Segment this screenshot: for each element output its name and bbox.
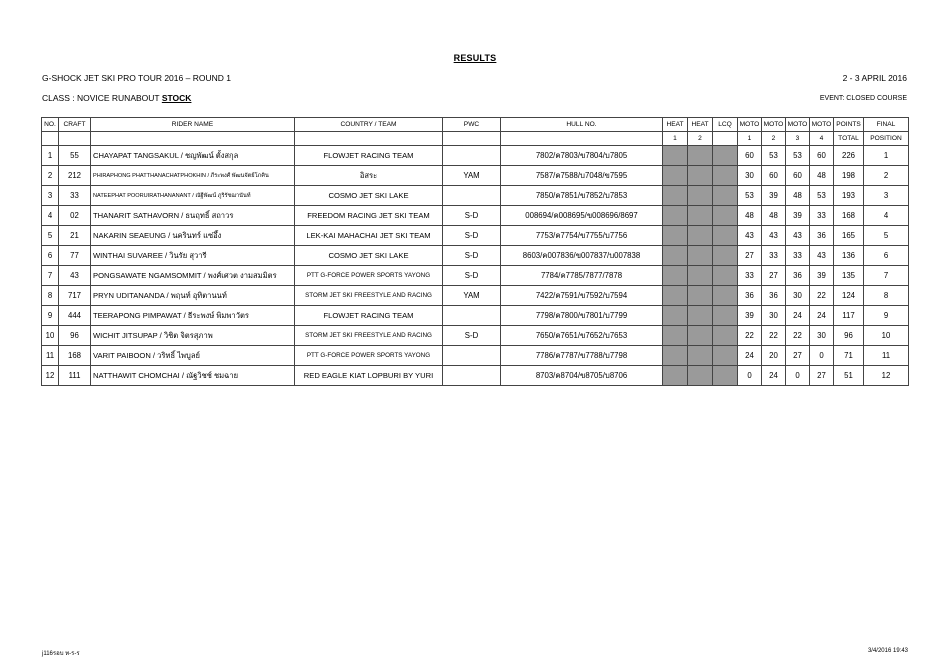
cell-moto1: 36: [738, 286, 762, 306]
cell-heat2: [688, 266, 713, 286]
cell-pwc: S-D: [443, 326, 501, 346]
cell-no: 6: [42, 246, 59, 266]
cell-heat1: [663, 226, 688, 246]
col-moto4-sub: 4: [810, 132, 834, 146]
cell-final-position: 7: [864, 266, 909, 286]
cell-rider: WICHIT JITSUPAP / วิชิต จิตรสุภาพ: [91, 326, 295, 346]
cell-hull: 7798/ค7800/ข7801/บ7799: [501, 306, 663, 326]
cell-heat1: [663, 186, 688, 206]
cell-moto3: 30: [786, 286, 810, 306]
cell-moto3: 27: [786, 346, 810, 366]
cell-hull: 7587/ค7588/บ7048/ข7595: [501, 166, 663, 186]
cell-heat2: [688, 346, 713, 366]
cell-points-total: 96: [834, 326, 864, 346]
cell-hull: 008694/ค008695/ข008696/8697: [501, 206, 663, 226]
table-row: [42, 226, 909, 246]
cell-hull: 7650/ค7651/ข7652/บ7653: [501, 326, 663, 346]
cell-moto1: 39: [738, 306, 762, 326]
cell-final-position: 12: [864, 366, 909, 386]
cell-team: LEK-KAI MAHACHAI JET SKI TEAM: [295, 226, 443, 246]
cell-heat1: [663, 146, 688, 166]
cell-lcq: [713, 246, 738, 266]
cell-no: 10: [42, 326, 59, 346]
cell-rider: PRYN UDITANANDA / พฤนท์ อุทิตานนท์: [91, 286, 295, 306]
cell-pwc: S-D: [443, 266, 501, 286]
cell-heat1: [663, 366, 688, 386]
cell-lcq: [713, 226, 738, 246]
cell-moto2: 22: [762, 326, 786, 346]
cell-heat2: [688, 206, 713, 226]
cell-points-total: 136: [834, 246, 864, 266]
cell-moto2: 60: [762, 166, 786, 186]
cell-team: STORM JET SKI FREESTYLE AND RACING: [295, 326, 443, 346]
cell-lcq: [713, 146, 738, 166]
cell-heat2: [688, 146, 713, 166]
cell-pwc: S-D: [443, 246, 501, 266]
cell-team: FREEDOM RACING JET SKI TEAM: [295, 206, 443, 226]
cell-pwc: [443, 146, 501, 166]
cell-no: 12: [42, 366, 59, 386]
cell-pwc: YAM: [443, 166, 501, 186]
cell-moto1: 43: [738, 226, 762, 246]
cell-rider: CHAYAPAT TANGSAKUL / ชญพัฒน์ ตั้งสกุล: [91, 146, 295, 166]
cell-rider: WINTHAI SUVAREE / วินรัย สุวารี: [91, 246, 295, 266]
cell-moto2: 43: [762, 226, 786, 246]
cell-heat2: [688, 246, 713, 266]
cell-moto3: 53: [786, 146, 810, 166]
cell-rider: TEERAPONG PIMPAWAT / ธีระพงษ์ พิมพาวัตร: [91, 306, 295, 326]
col-final-sub: POSITION: [864, 132, 909, 146]
col-craft-sub: [59, 132, 91, 146]
cell-moto1: 0: [738, 366, 762, 386]
cell-points-total: 51: [834, 366, 864, 386]
cell-moto4: 24: [810, 306, 834, 326]
header-row-2: [42, 132, 909, 146]
table-row: [42, 246, 909, 266]
cell-hull: 7802/ค7803/ข7804/บ7805: [501, 146, 663, 166]
col-points: POINTS: [834, 118, 864, 132]
cell-lcq: [713, 266, 738, 286]
cell-moto1: 30: [738, 166, 762, 186]
cell-final-position: 9: [864, 306, 909, 326]
cell-heat1: [663, 266, 688, 286]
cell-craft: 212: [59, 166, 91, 186]
cell-craft: 717: [59, 286, 91, 306]
cell-team: STORM JET SKI FREESTYLE AND RACING: [295, 286, 443, 306]
cell-craft: 43: [59, 266, 91, 286]
cell-moto4: 43: [810, 246, 834, 266]
cell-craft: 33: [59, 186, 91, 206]
cell-rider: PONGSAWATE NGAMSOMMIT / พงศ์เศวต งามสมมิตร: [91, 266, 295, 286]
col-moto4: MOTO: [810, 118, 834, 132]
cell-moto3: 36: [786, 266, 810, 286]
cell-moto3: 60: [786, 166, 810, 186]
cell-heat2: [688, 226, 713, 246]
cell-moto4: 27: [810, 366, 834, 386]
col-moto1-sub: 1: [738, 132, 762, 146]
cell-heat2: [688, 306, 713, 326]
cell-pwc: S-D: [443, 226, 501, 246]
cell-pwc: YAM: [443, 286, 501, 306]
cell-final-position: 5: [864, 226, 909, 246]
table-row: [42, 186, 909, 206]
cell-final-position: 10: [864, 326, 909, 346]
col-hull: HULL NO.: [501, 118, 663, 132]
footer-left: j116รอบ ท-ร-ร: [42, 651, 80, 657]
cell-moto3: 33: [786, 246, 810, 266]
cell-moto4: 36: [810, 226, 834, 246]
cell-team: FLOWJET RACING TEAM: [295, 146, 443, 166]
cell-craft: 77: [59, 246, 91, 266]
cell-moto2: 36: [762, 286, 786, 306]
cell-hull: 7786/ค7787/ข7788/บ7798: [501, 346, 663, 366]
cell-final-position: 11: [864, 346, 909, 366]
cell-lcq: [713, 306, 738, 326]
table-row: [42, 346, 909, 366]
table-row: [42, 326, 909, 346]
cell-moto4: 33: [810, 206, 834, 226]
cell-moto4: 0: [810, 346, 834, 366]
col-no-sub: [42, 132, 59, 146]
table-row: [42, 306, 909, 326]
event-name: G-SHOCK JET SKI PRO TOUR 2016 – ROUND 1: [42, 73, 231, 83]
cell-no: 3: [42, 186, 59, 206]
cell-no: 4: [42, 206, 59, 226]
col-points-sub: TOTAL: [834, 132, 864, 146]
cell-moto1: 60: [738, 146, 762, 166]
col-pwc-sub: [443, 132, 501, 146]
col-moto1: MOTO: [738, 118, 762, 132]
event-course: EVENT: CLOSED COURSE: [819, 95, 907, 102]
cell-craft: 55: [59, 146, 91, 166]
cell-moto4: 48: [810, 166, 834, 186]
col-team: COUNTRY / TEAM: [295, 118, 443, 132]
cell-points-total: 198: [834, 166, 864, 186]
cell-lcq: [713, 366, 738, 386]
cell-rider: PHIRAPHONG PHATTHANACHATPHOKHIN / ภีระพงศ์ พัฒนจัตย์โภคิน: [91, 166, 295, 186]
cell-hull: 8703/ค8704/ข8705/บ8706: [501, 366, 663, 386]
cell-no: 8: [42, 286, 59, 306]
col-moto2-sub: 2: [762, 132, 786, 146]
cell-craft: 21: [59, 226, 91, 246]
cell-rider: NATTHAWIT CHOMCHAI / ณัฐวิชช์ ชมฉาย: [91, 366, 295, 386]
cell-moto4: 53: [810, 186, 834, 206]
cell-rider: NAKARIN SEAEUNG / นครินทร์ แซ่อึ้ง: [91, 226, 295, 246]
table-row: [42, 146, 909, 166]
cell-pwc: [443, 366, 501, 386]
results-table: [41, 117, 909, 386]
cell-no: 7: [42, 266, 59, 286]
cell-points-total: 226: [834, 146, 864, 166]
cell-craft: 111: [59, 366, 91, 386]
cell-moto1: 33: [738, 266, 762, 286]
col-moto2: MOTO: [762, 118, 786, 132]
table-row: [42, 166, 909, 186]
cell-points-total: 124: [834, 286, 864, 306]
col-craft: CRAFT: [59, 118, 91, 132]
cell-heat1: [663, 246, 688, 266]
cell-heat1: [663, 206, 688, 226]
cell-hull: 7850/ค7851/ข7852/บ7853: [501, 186, 663, 206]
cell-heat1: [663, 166, 688, 186]
page-title: RESULTS: [453, 53, 497, 63]
cell-moto1: 27: [738, 246, 762, 266]
cell-craft: 96: [59, 326, 91, 346]
cell-final-position: 8: [864, 286, 909, 306]
cell-team: COSMO JET SKI LAKE: [295, 246, 443, 266]
table-row: [42, 266, 909, 286]
cell-points-total: 117: [834, 306, 864, 326]
cell-moto1: 48: [738, 206, 762, 226]
cell-moto2: 39: [762, 186, 786, 206]
cell-moto2: 48: [762, 206, 786, 226]
col-moto3: MOTO: [786, 118, 810, 132]
col-rider: RIDER NAME: [91, 118, 295, 132]
cell-team: FLOWJET RACING TEAM: [295, 306, 443, 326]
cell-moto2: 33: [762, 246, 786, 266]
cell-hull: 7422/ค7591/ข7592/บ7594: [501, 286, 663, 306]
cell-heat2: [688, 286, 713, 306]
cell-points-total: 168: [834, 206, 864, 226]
cell-moto4: 39: [810, 266, 834, 286]
cell-rider: THANARIT SATHAVORN / ธนฤทธิ์ สถาวร: [91, 206, 295, 226]
cell-moto3: 48: [786, 186, 810, 206]
col-heat1-sub: 1: [663, 132, 688, 146]
cell-lcq: [713, 286, 738, 306]
results-body: [42, 146, 909, 386]
cell-moto3: 43: [786, 226, 810, 246]
cell-pwc: [443, 306, 501, 326]
cell-lcq: [713, 346, 738, 366]
col-heat1: HEAT: [663, 118, 688, 132]
cell-rider: VARIT PAIBOON / วริทธิ์ ไพบูลย์: [91, 346, 295, 366]
col-team-sub: [295, 132, 443, 146]
cell-heat2: [688, 186, 713, 206]
col-rider-sub: [91, 132, 295, 146]
cell-team: COSMO JET SKI LAKE: [295, 186, 443, 206]
cell-pwc: [443, 346, 501, 366]
col-lcq-sub: [713, 132, 738, 146]
cell-heat1: [663, 346, 688, 366]
cell-moto2: 53: [762, 146, 786, 166]
cell-final-position: 1: [864, 146, 909, 166]
cell-moto1: 22: [738, 326, 762, 346]
cell-moto4: 22: [810, 286, 834, 306]
cell-team: PTT G-FORCE POWER SPORTS YAYONG: [295, 346, 443, 366]
cell-rider: NATEEPHAT POORUIRATHANANANT / ณัฐีพัฒน์ ภูริรัชฌานันท์: [91, 186, 295, 206]
cell-team: RED EAGLE KIAT LOPBURI BY YURI: [295, 366, 443, 386]
class-prefix: CLASS : NOVICE RUNABOUT: [42, 93, 162, 103]
footer-timestamp: 3/4/2016 19:43: [867, 648, 908, 654]
table-row: [42, 206, 909, 226]
cell-pwc: [443, 186, 501, 206]
cell-moto1: 53: [738, 186, 762, 206]
cell-hull: 7784/ค7785/7877/7878: [501, 266, 663, 286]
cell-moto3: 24: [786, 306, 810, 326]
cell-team: PTT G-FORCE POWER SPORTS YAYONG: [295, 266, 443, 286]
cell-heat2: [688, 326, 713, 346]
cell-moto3: 0: [786, 366, 810, 386]
cell-lcq: [713, 186, 738, 206]
cell-moto1: 24: [738, 346, 762, 366]
cell-moto2: 24: [762, 366, 786, 386]
col-moto3-sub: 3: [786, 132, 810, 146]
cell-moto2: 27: [762, 266, 786, 286]
cell-points-total: 165: [834, 226, 864, 246]
header-row-1: [42, 118, 909, 132]
class-highlight: STOCK: [161, 93, 192, 103]
cell-final-position: 3: [864, 186, 909, 206]
col-final: FINAL: [864, 118, 909, 132]
col-pwc: PWC: [443, 118, 501, 132]
cell-craft: 02: [59, 206, 91, 226]
cell-heat2: [688, 366, 713, 386]
cell-heat1: [663, 286, 688, 306]
cell-heat1: [663, 326, 688, 346]
cell-moto3: 22: [786, 326, 810, 346]
cell-heat1: [663, 306, 688, 326]
cell-craft: 168: [59, 346, 91, 366]
table-row: [42, 366, 909, 386]
cell-moto2: 30: [762, 306, 786, 326]
cell-points-total: 135: [834, 266, 864, 286]
cell-no: 1: [42, 146, 59, 166]
col-heat2: HEAT: [688, 118, 713, 132]
event-date: 2 - 3 APRIL 2016: [842, 73, 907, 83]
col-no: NO.: [42, 118, 59, 132]
col-lcq: LCQ: [713, 118, 738, 132]
col-heat2-sub: 2: [688, 132, 713, 146]
table-row: [42, 286, 909, 306]
cell-final-position: 2: [864, 166, 909, 186]
cell-moto4: 30: [810, 326, 834, 346]
cell-heat2: [688, 166, 713, 186]
col-hull-sub: [501, 132, 663, 146]
cell-no: 11: [42, 346, 59, 366]
cell-no: 9: [42, 306, 59, 326]
cell-craft: 444: [59, 306, 91, 326]
cell-final-position: 4: [864, 206, 909, 226]
cell-moto4: 60: [810, 146, 834, 166]
cell-no: 2: [42, 166, 59, 186]
cell-hull: 8603/ค007836/ข007837/บ007838: [501, 246, 663, 266]
cell-moto2: 20: [762, 346, 786, 366]
cell-no: 5: [42, 226, 59, 246]
cell-final-position: 6: [864, 246, 909, 266]
cell-pwc: S-D: [443, 206, 501, 226]
cell-lcq: [713, 166, 738, 186]
cell-team: อิสระ: [295, 166, 443, 186]
cell-moto3: 39: [786, 206, 810, 226]
cell-hull: 7753/ค7754/ข7755/บ7756: [501, 226, 663, 246]
cell-points-total: 193: [834, 186, 864, 206]
cell-lcq: [713, 326, 738, 346]
cell-lcq: [713, 206, 738, 226]
cell-points-total: 71: [834, 346, 864, 366]
class-label: [42, 93, 191, 103]
